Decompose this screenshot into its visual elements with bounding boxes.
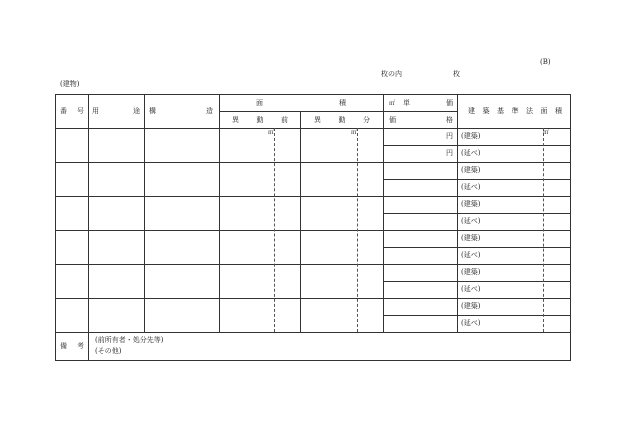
row-label-building: (建築) bbox=[461, 302, 481, 310]
row-label-floor-total: (延べ) bbox=[461, 319, 481, 327]
remarks-label: 備 考 bbox=[60, 342, 84, 350]
row-label-building: (建築) bbox=[461, 132, 481, 140]
header-structure: 構 造 bbox=[149, 107, 213, 115]
price-unit-yen: 円 bbox=[446, 132, 453, 140]
building-area-unit: ㎡ bbox=[543, 129, 550, 136]
header-area: 面 積 bbox=[256, 98, 346, 107]
price-unit-yen: 円 bbox=[446, 149, 453, 157]
row-label-floor-total: (延べ) bbox=[461, 285, 481, 293]
category-label: (建物) bbox=[60, 80, 80, 88]
header-number: 番 号 bbox=[60, 107, 84, 115]
header-building-law-area: 建 築 基 準 法 面 積 bbox=[468, 107, 562, 115]
header-price: 価 格 bbox=[389, 115, 453, 124]
form-code: (B) bbox=[540, 58, 551, 66]
area-change-unit: ㎡ bbox=[351, 129, 358, 136]
header-before-change: 異 動 前 bbox=[232, 115, 288, 124]
row-label-building: (建築) bbox=[461, 200, 481, 208]
remarks-line-other: (その他) bbox=[95, 347, 122, 355]
row-label-building: (建築) bbox=[461, 268, 481, 276]
area-before-unit: ㎡ bbox=[268, 129, 275, 136]
row-label-floor-total: (延べ) bbox=[461, 251, 481, 259]
header-use: 用 途 bbox=[92, 107, 140, 115]
header-change-amount: 異 動 分 bbox=[314, 115, 370, 124]
row-label-floor-total: (延べ) bbox=[461, 149, 481, 157]
row-label-floor-total: (延べ) bbox=[461, 183, 481, 191]
row-label-building: (建築) bbox=[461, 166, 481, 174]
header-unit-price: ㎡ 単 価 bbox=[389, 98, 453, 107]
sheet-of-label: 枚の内 bbox=[381, 70, 402, 78]
remarks-line-previous-owner: (前所有者・処分先等) bbox=[95, 336, 164, 344]
row-label-floor-total: (延べ) bbox=[461, 217, 481, 225]
row-label-building: (建築) bbox=[461, 234, 481, 242]
sheet-label: 枚 bbox=[453, 70, 460, 78]
